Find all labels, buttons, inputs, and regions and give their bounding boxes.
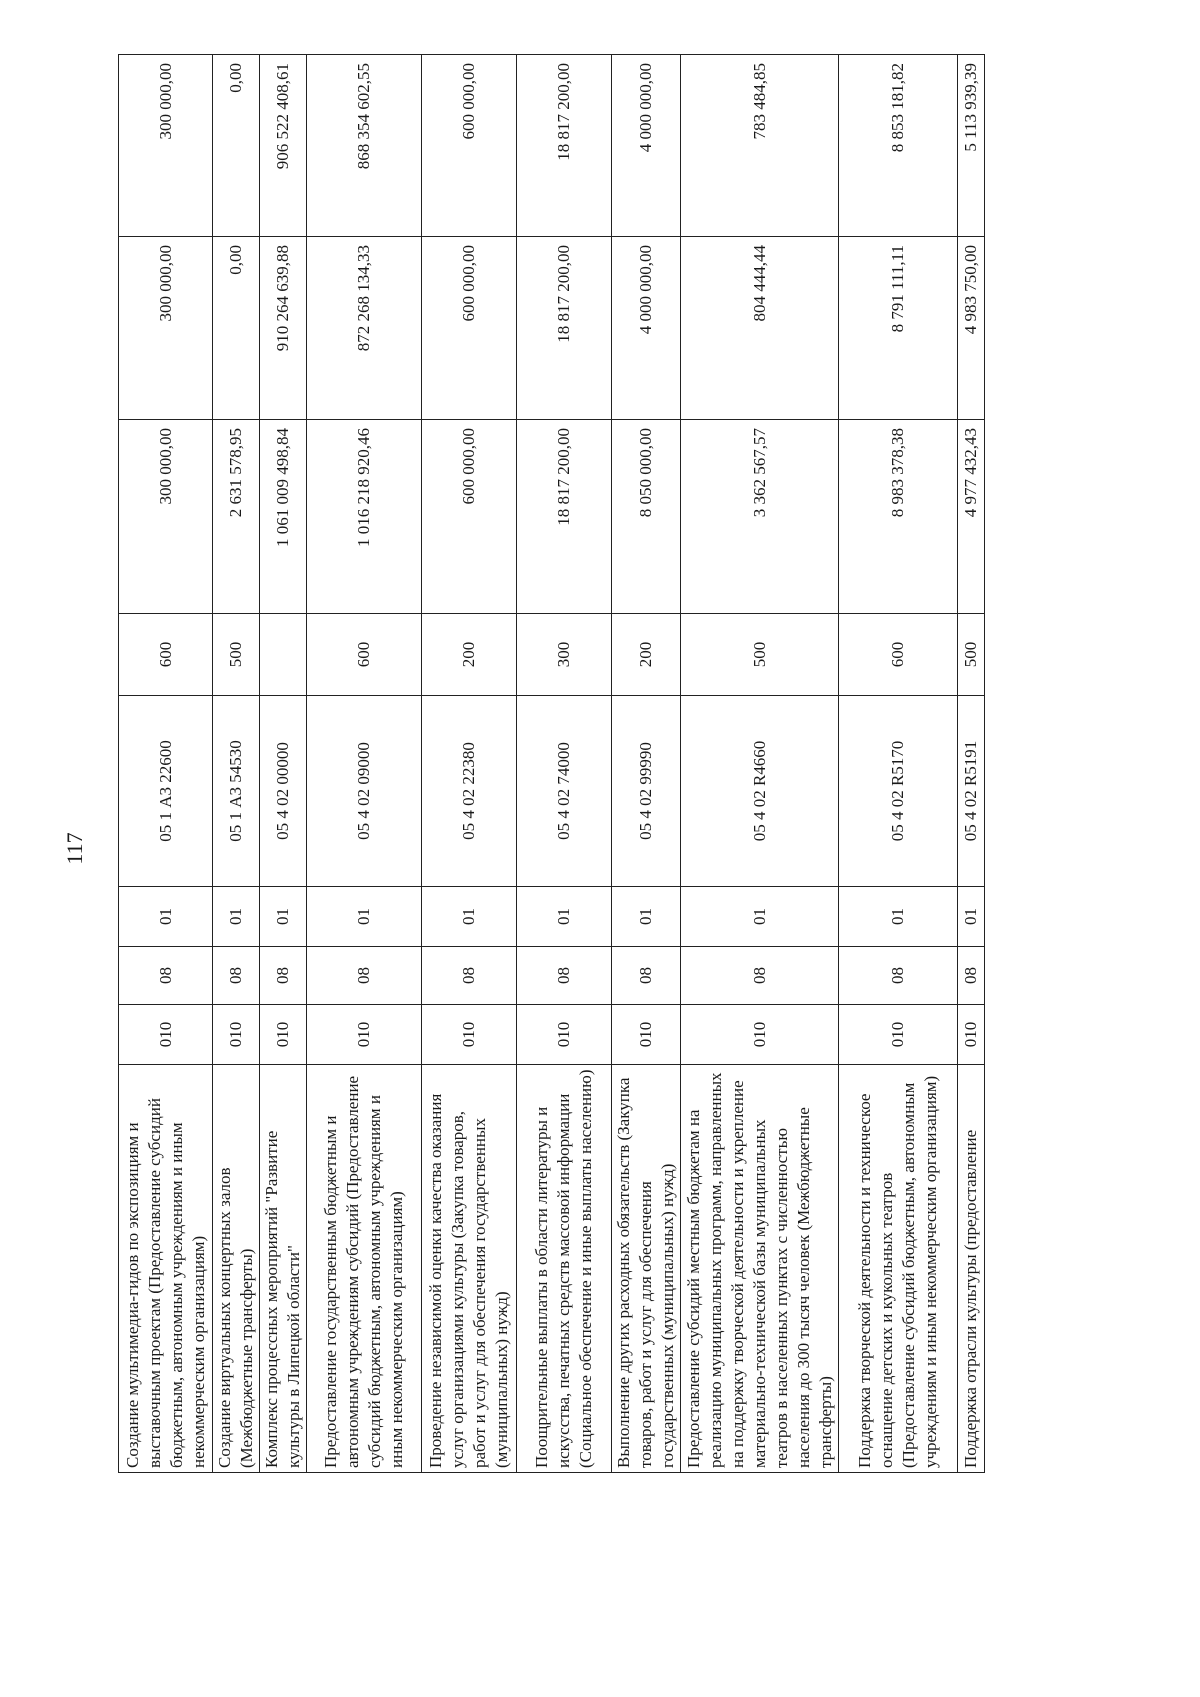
expense-type-cell: 200 — [612, 614, 681, 696]
target-article-cell: 05 4 02 R5191 — [958, 696, 985, 887]
subsection-code-cell: 01 — [213, 887, 260, 947]
section-code-cell: 08 — [422, 947, 517, 1005]
amount-year1-cell: 1 016 218 920,46 — [307, 420, 422, 614]
amount-year3-cell: 5 113 939,39 — [958, 55, 985, 237]
section-code-cell: 08 — [839, 947, 958, 1005]
subsection-code-cell: 01 — [839, 887, 958, 947]
target-article-cell: 05 4 02 22380 — [422, 696, 517, 887]
expense-type-cell: 500 — [681, 614, 839, 696]
subsection-code-cell: 01 — [307, 887, 422, 947]
row-name-cell: Поддержка творческой деятельности и техническое оснащение детских и кукольных театров (Предоставление субсидий бюджетным, автономным учреждениям и иным некоммерческим организациям) — [839, 1065, 958, 1473]
expense-type-cell: 500 — [213, 614, 260, 696]
table-body — [119, 55, 985, 1473]
target-article-cell: 05 1 А3 22600 — [119, 696, 213, 887]
amount-year3-cell: 600 000,00 — [422, 55, 517, 237]
ministry-code-cell: 010 — [260, 1005, 307, 1065]
amount-year3-cell: 300 000,00 — [119, 55, 213, 237]
expense-type-cell: 600 — [307, 614, 422, 696]
table-row — [260, 55, 307, 1473]
expense-type-cell: 600 — [839, 614, 958, 696]
ministry-code-cell: 010 — [422, 1005, 517, 1065]
amount-year2-cell: 872 268 134,33 — [307, 237, 422, 420]
amount-year2-cell: 910 264 639,88 — [260, 237, 307, 420]
row-name-cell: Поддержка отрасли культуры (предоставление — [958, 1065, 985, 1473]
amount-year1-cell: 4 977 432,43 — [958, 420, 985, 614]
row-name-cell: Выполнение других расходных обязательств (Закупка товаров, работ и услуг для обеспечения государственных (муниципальных) нужд) — [612, 1065, 681, 1473]
amount-year2-cell: 18 817 200,00 — [517, 237, 612, 420]
section-code-cell: 08 — [958, 947, 985, 1005]
table-row — [958, 55, 985, 1473]
amount-year1-cell: 2 631 578,95 — [213, 420, 260, 614]
row-name-cell: Комплекс процессных мероприятий "Развитие культуры в Липецкой области" — [260, 1065, 307, 1473]
amount-year1-cell: 1 061 009 498,84 — [260, 420, 307, 614]
expense-type-cell: 500 — [958, 614, 985, 696]
row-name-cell: Проведение независимой оценки качества оказания услуг организациями культуры (Закупка товаров, работ и услуг для обеспечения государственных (муниципальных) нужд) — [422, 1065, 517, 1473]
amount-year2-cell: 4 000 000,00 — [612, 237, 681, 420]
target-article-cell: 05 1 А3 54530 — [213, 696, 260, 887]
amount-year3-cell: 18 817 200,00 — [517, 55, 612, 237]
subsection-code-cell: 01 — [681, 887, 839, 947]
target-article-cell: 05 4 02 00000 — [260, 696, 307, 887]
expense-type-cell: 300 — [517, 614, 612, 696]
amount-year3-cell: 4 000 000,00 — [612, 55, 681, 237]
ministry-code-cell: 010 — [612, 1005, 681, 1065]
amount-year1-cell: 8 983 378,38 — [839, 420, 958, 614]
amount-year2-cell: 8 791 111,11 — [839, 237, 958, 420]
amount-year3-cell: 0,00 — [213, 55, 260, 237]
row-name-cell: Поощрительные выплаты в области литературы и искусства, печатных средств массовой информации (Социальное обеспечение и иные выплаты населению) — [517, 1065, 612, 1473]
table-row — [612, 55, 681, 1473]
target-article-cell: 05 4 02 R5170 — [839, 696, 958, 887]
section-code-cell: 08 — [119, 947, 213, 1005]
subsection-code-cell: 01 — [612, 887, 681, 947]
section-code-cell: 08 — [517, 947, 612, 1005]
amount-year3-cell: 906 522 408,61 — [260, 55, 307, 237]
section-code-cell: 08 — [307, 947, 422, 1005]
amount-year1-cell: 3 362 567,57 — [681, 420, 839, 614]
amount-year1-cell: 8 050 000,00 — [612, 420, 681, 614]
subsection-code-cell: 01 — [517, 887, 612, 947]
ministry-code-cell: 010 — [307, 1005, 422, 1065]
table-row — [517, 55, 612, 1473]
table-row — [681, 55, 839, 1473]
target-article-cell: 05 4 02 74000 — [517, 696, 612, 887]
subsection-code-cell: 01 — [422, 887, 517, 947]
amount-year3-cell: 868 354 602,55 — [307, 55, 422, 237]
ministry-code-cell: 010 — [839, 1005, 958, 1065]
page-number: 117 — [62, 832, 87, 865]
table-row — [307, 55, 422, 1473]
amount-year3-cell: 8 853 181,82 — [839, 55, 958, 237]
amount-year2-cell: 4 983 750,00 — [958, 237, 985, 420]
subsection-code-cell: 01 — [119, 887, 213, 947]
ministry-code-cell: 010 — [681, 1005, 839, 1065]
amount-year3-cell: 783 484,85 — [681, 55, 839, 237]
table-row — [213, 55, 260, 1473]
amount-year1-cell: 18 817 200,00 — [517, 420, 612, 614]
expense-type-cell: 600 — [119, 614, 213, 696]
row-name-cell: Предоставление государственным бюджетным и автономным учреждениям субсидий (Предоставление субсидий бюджетным, автономным учреждениям и иным некоммерческим организациям) — [307, 1065, 422, 1473]
amount-year2-cell: 600 000,00 — [422, 237, 517, 420]
expense-type-cell: 200 — [422, 614, 517, 696]
target-article-cell: 05 4 02 99990 — [612, 696, 681, 887]
amount-year2-cell: 300 000,00 — [119, 237, 213, 420]
amount-year1-cell: 600 000,00 — [422, 420, 517, 614]
ministry-code-cell: 010 — [517, 1005, 612, 1065]
row-name-cell: Предоставление субсидий местным бюджетам на реализацию муниципальных программ, направленных на поддержку творческой деятельности и укрепление материально-технической базы муниципальных театров в населенных пунктах с численностью населения до 300 тысяч человек (Межбюджетные трансферты) — [681, 1065, 839, 1473]
row-name-cell: Создание виртуальных концертных залов (Межбюджетные трансферты) — [213, 1065, 260, 1473]
section-code-cell: 08 — [213, 947, 260, 1005]
ministry-code-cell: 010 — [213, 1005, 260, 1065]
subsection-code-cell: 01 — [958, 887, 985, 947]
amount-year1-cell: 300 000,00 — [119, 420, 213, 614]
target-article-cell: 05 4 02 09000 — [307, 696, 422, 887]
table-row — [839, 55, 958, 1473]
amount-year2-cell: 804 444,44 — [681, 237, 839, 420]
section-code-cell: 08 — [260, 947, 307, 1005]
section-code-cell: 08 — [681, 947, 839, 1005]
row-name-cell: Создание мультимедиа-гидов по экспозициям и выставочным проектам (Предоставление субсидий бюджетным, автономным учреждениям и иным некоммерческим организациям) — [119, 1065, 213, 1473]
table-row — [119, 55, 213, 1473]
target-article-cell: 05 4 02 R4660 — [681, 696, 839, 887]
budget-table — [118, 54, 985, 1473]
section-code-cell: 08 — [612, 947, 681, 1005]
table-row — [422, 55, 517, 1473]
expense-type-cell — [260, 614, 307, 696]
subsection-code-cell: 01 — [260, 887, 307, 947]
ministry-code-cell: 010 — [119, 1005, 213, 1065]
amount-year2-cell: 0,00 — [213, 237, 260, 420]
ministry-code-cell: 010 — [958, 1005, 985, 1065]
